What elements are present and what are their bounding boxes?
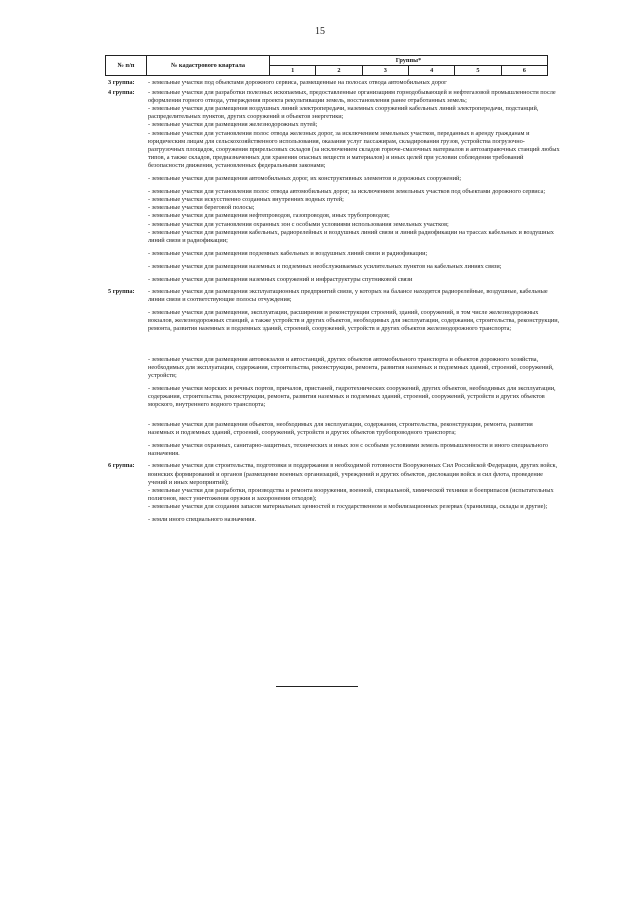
list-item: - земельные участки для создания запасов материальных ценностей в государственном и мобилизационных резервах (хранилища, склады и другие); bbox=[148, 502, 548, 510]
list-item: - земельные участки для размещения кабельных, радиорелейных и воздушных линий связи и линий радиофикации на трассах кабельных и воздушных линий связи и радиофикации; bbox=[148, 228, 554, 244]
list-item: - земельные участки для размещения наземных сооружений и инфраструктуры спутниковой связи bbox=[148, 275, 413, 283]
list-item: - земельные участки береговой полосы; bbox=[148, 204, 255, 212]
group-number-cell: 4 bbox=[408, 66, 454, 76]
list-item: - земельные участки для размещения нефтепроводов, газопроводов, иных трубопроводов; bbox=[148, 212, 390, 220]
group-4-section bbox=[108, 89, 560, 284]
group-number-cell: 2 bbox=[316, 66, 362, 76]
list-item: - земельные участки для разработки, производства и ремонта вооружения, военной, специальной, химической техники и боеприпасов (испытательных полигонов, мест уничтожения оружия и захоронения отходов); bbox=[148, 486, 554, 502]
list-item: - земельные участки для размещения автомобильных дорог, их конструктивных элементов и дорожных сооружений; bbox=[148, 175, 462, 183]
list-item: - земельные участки для размещения объектов, необходимых для эксплуатации, содержания, строительства, реконструкции, ремонта, развития наземных и подземных зданий, строений, сооружений, устройств и других объектов трубопроводного транспорта; bbox=[148, 421, 533, 437]
group-label: 4 группа: bbox=[108, 89, 135, 97]
column-header-number: № п/п bbox=[106, 56, 147, 76]
list-item: - земельные участки для размещения наземных и подземных необслуживаемых усилительных пунктов на кабельных линиях связи; bbox=[148, 262, 502, 270]
list-item: - земельные участки для установления охранных зон с особыми условиями использования земельных участков; bbox=[148, 220, 449, 228]
group-number-cell: 3 bbox=[362, 66, 408, 76]
list-item: - земельные участки для размещения автовокзалов и автостанций, других объектов автомобильного транспорта и объектов дорожного хозяйства, необходимых для эксплуатации, содержания, строительства, реконструкции, ремонта, развития наземных и подземных зданий, строений, сооружений, устройств; bbox=[148, 355, 554, 379]
page-number: 15 bbox=[315, 26, 325, 37]
list-item: - земельные участки искусственно созданных внутренних водных путей; bbox=[148, 196, 344, 204]
group-6-section bbox=[108, 462, 560, 524]
list-item: - земельные участки охранных, санитарно-защитных, технических и иных зон с особыми условиями земель промышленности и иного специального назначения. bbox=[148, 442, 549, 458]
list-item: - земельные участки для разработки полезных ископаемых, предоставленные организациям горнодобывающей и нефтегазовой промышленности после оформления горного отвода, утверждения проекта рекультивации земель, восстановления ранее отработанных земель; bbox=[148, 89, 556, 105]
list-item: - земельные участки для размещения, эксплуатации, расширения и реконструкции строений, зданий, сооружений, в том числе железнодорожных вокзалов, железнодорожных станций, а также устройств и других объектов, необходимых для эксплуатации, содержания, строительства, реконструкции, ремонта, развития наземных и подземных зданий, строений, сооружений, устройств и других объектов железнодорожного транспорта; bbox=[148, 309, 560, 333]
list-item: - земельные участки для размещения эксплуатационных предприятий связи, у которых на балансе находятся радиорелейные, воздушные, кабельные линии связи и соответствующие полосы отчуждения; bbox=[148, 288, 548, 304]
group-number-cell: 1 bbox=[270, 66, 316, 76]
closing-divider-line bbox=[276, 686, 358, 687]
group-number-cell: 6 bbox=[501, 66, 547, 76]
group-5-section bbox=[108, 288, 560, 458]
column-header-cadastral: № кадастрового квартала bbox=[147, 56, 270, 76]
groups-header-table bbox=[105, 55, 548, 76]
group-label: 5 группа: bbox=[108, 288, 135, 296]
group-label: 6 группа: bbox=[108, 462, 135, 470]
group-3-section bbox=[108, 79, 560, 87]
list-item: - земельные участки под объектами дорожного сервиса, размещенные на полосах отвода автомобильных дорог bbox=[148, 79, 447, 86]
list-item: - земельные участки для размещения подземных кабельных и воздушных линий связи и радиофикации; bbox=[148, 249, 428, 257]
list-item: - земельные участки для размещения железнодорожных путей; bbox=[148, 121, 318, 129]
list-item: - земельные участки для размещения воздушных линий электропередачи, наземных сооружений кабельных линий электропередачи, подстанций, распределительных пунктов, других сооружений и объектов энергетики; bbox=[148, 105, 539, 121]
group-label: 3 группа: bbox=[108, 79, 135, 86]
list-item: - земли иного специального назначения. bbox=[148, 516, 257, 524]
list-item: - земельные участки морских и речных портов, причалов, пристаней, гидротехнических сооружений, других объектов, необходимых для эксплуатации, содержания, строительства, реконструкции, ремонта, развития наземных и подземных зданий, строений, сооружений, устройств и других объектов морского, внутреннего водного транспорта; bbox=[148, 384, 556, 408]
column-header-groups: Группы* bbox=[270, 56, 548, 66]
list-item: - земельные участки для установления полос отвода автомобильных дорог, за исключением земельных участков под объектами дорожного сервиса; bbox=[148, 188, 546, 196]
group-number-cell: 5 bbox=[455, 66, 501, 76]
list-item: - земельные участки для установления полос отвода железных дорог, за исключением земельных участков, переданных в аренду гражданам и юридическим лицам для сельскохозяйственного использования, оказания услуг пассажирам, складирования грузов, устройства погрузочно-разгрузочных площадок, сооружения прирельсовых складов (за исключением складов горюче-смазочных материалов и автозаправочных станций любых типов, а также складов, предназначенных для хранения опасных веществ и материалов) и иных целей при условии соблюдения требований безопасности движения, установленных федеральными законами; bbox=[148, 129, 560, 169]
list-item: - земельные участки для строительства, подготовки и поддержания в необходимой готовности Вооруженных Сил Российской Федерации, других войск, воинских формирований и органов (размещение военных организаций, учреждений и других объектов, дислокация войск и сил флота, проведение учений и иных мероприятий); bbox=[148, 462, 558, 486]
group-descriptions bbox=[108, 79, 560, 524]
